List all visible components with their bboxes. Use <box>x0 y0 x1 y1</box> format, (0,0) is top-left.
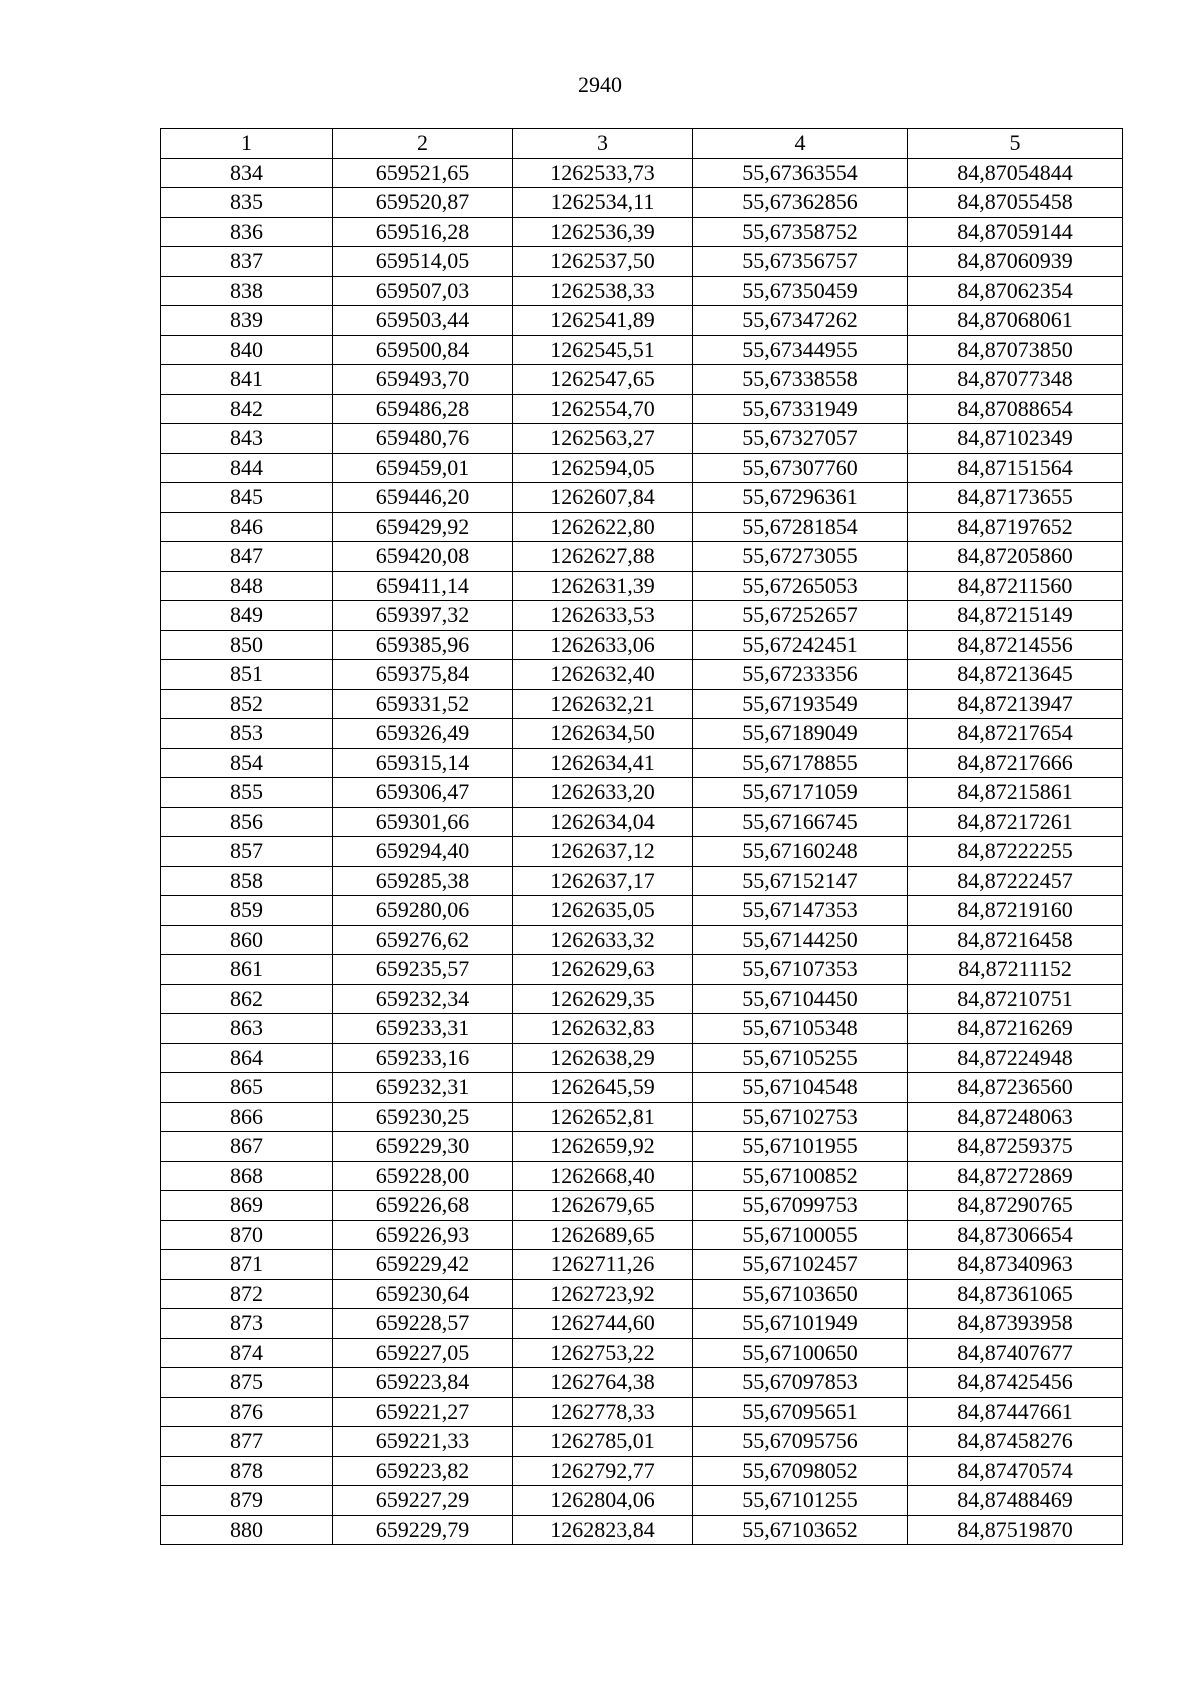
x-coordinate-cell: 659294,40 <box>333 837 513 867</box>
longitude-cell: 84,87217261 <box>908 807 1123 837</box>
longitude-cell: 84,87055458 <box>908 188 1123 218</box>
latitude-cell: 55,67098052 <box>693 1456 908 1486</box>
y-coordinate-cell: 1262823,84 <box>513 1515 693 1545</box>
latitude-cell: 55,67296361 <box>693 483 908 513</box>
longitude-cell: 84,87306654 <box>908 1220 1123 1250</box>
latitude-cell: 55,67242451 <box>693 630 908 660</box>
point-number-cell: 858 <box>161 866 333 896</box>
point-number-cell: 864 <box>161 1043 333 1073</box>
longitude-cell: 84,87222457 <box>908 866 1123 896</box>
y-coordinate-cell: 1262632,40 <box>513 660 693 690</box>
longitude-cell: 84,87393958 <box>908 1309 1123 1339</box>
longitude-cell: 84,87425456 <box>908 1368 1123 1398</box>
table-row <box>161 807 1123 837</box>
point-number-cell: 874 <box>161 1338 333 1368</box>
y-coordinate-cell: 1262633,20 <box>513 778 693 808</box>
x-coordinate-cell: 659228,57 <box>333 1309 513 1339</box>
column-header-4: 4 <box>693 129 908 159</box>
latitude-cell: 55,67107353 <box>693 955 908 985</box>
longitude-cell: 84,87173655 <box>908 483 1123 513</box>
column-header-1: 1 <box>161 129 333 159</box>
point-number-cell: 868 <box>161 1161 333 1191</box>
point-number-cell: 867 <box>161 1132 333 1162</box>
table-body <box>161 158 1123 1545</box>
table-row <box>161 217 1123 247</box>
table-row <box>161 247 1123 277</box>
x-coordinate-cell: 659500,84 <box>333 335 513 365</box>
point-number-cell: 857 <box>161 837 333 867</box>
latitude-cell: 55,67102457 <box>693 1250 908 1280</box>
latitude-cell: 55,67171059 <box>693 778 908 808</box>
x-coordinate-cell: 659229,42 <box>333 1250 513 1280</box>
point-number-cell: 850 <box>161 630 333 660</box>
table-row <box>161 571 1123 601</box>
x-coordinate-cell: 659223,82 <box>333 1456 513 1486</box>
latitude-cell: 55,67095756 <box>693 1427 908 1457</box>
x-coordinate-cell: 659229,30 <box>333 1132 513 1162</box>
longitude-cell: 84,87060939 <box>908 247 1123 277</box>
point-number-cell: 861 <box>161 955 333 985</box>
x-coordinate-cell: 659516,28 <box>333 217 513 247</box>
table-row <box>161 1191 1123 1221</box>
point-number-cell: 836 <box>161 217 333 247</box>
table-row <box>161 1014 1123 1044</box>
point-number-cell: 852 <box>161 689 333 719</box>
latitude-cell: 55,67100650 <box>693 1338 908 1368</box>
point-number-cell: 841 <box>161 365 333 395</box>
x-coordinate-cell: 659385,96 <box>333 630 513 660</box>
table-row <box>161 1250 1123 1280</box>
table-row <box>161 1132 1123 1162</box>
latitude-cell: 55,67105348 <box>693 1014 908 1044</box>
y-coordinate-cell: 1262668,40 <box>513 1161 693 1191</box>
table-row <box>161 1427 1123 1457</box>
y-coordinate-cell: 1262536,39 <box>513 217 693 247</box>
point-number-cell: 839 <box>161 306 333 336</box>
x-coordinate-cell: 659429,92 <box>333 512 513 542</box>
point-number-cell: 872 <box>161 1279 333 1309</box>
point-number-cell: 866 <box>161 1102 333 1132</box>
x-coordinate-cell: 659514,05 <box>333 247 513 277</box>
x-coordinate-cell: 659331,52 <box>333 689 513 719</box>
x-coordinate-cell: 659486,28 <box>333 394 513 424</box>
x-coordinate-cell: 659232,31 <box>333 1073 513 1103</box>
latitude-cell: 55,67252657 <box>693 601 908 631</box>
table-row <box>161 748 1123 778</box>
point-number-cell: 877 <box>161 1427 333 1457</box>
longitude-cell: 84,87259375 <box>908 1132 1123 1162</box>
latitude-cell: 55,67193549 <box>693 689 908 719</box>
longitude-cell: 84,87219160 <box>908 896 1123 926</box>
x-coordinate-cell: 659411,14 <box>333 571 513 601</box>
x-coordinate-cell: 659227,05 <box>333 1338 513 1368</box>
latitude-cell: 55,67105255 <box>693 1043 908 1073</box>
point-number-cell: 853 <box>161 719 333 749</box>
table-row <box>161 1161 1123 1191</box>
latitude-cell: 55,67100055 <box>693 1220 908 1250</box>
y-coordinate-cell: 1262632,21 <box>513 689 693 719</box>
x-coordinate-cell: 659397,32 <box>333 601 513 631</box>
table-row <box>161 689 1123 719</box>
table-row <box>161 335 1123 365</box>
latitude-cell: 55,67147353 <box>693 896 908 926</box>
point-number-cell: 856 <box>161 807 333 837</box>
table-row <box>161 1456 1123 1486</box>
x-coordinate-cell: 659280,06 <box>333 896 513 926</box>
table-row <box>161 512 1123 542</box>
y-coordinate-cell: 1262594,05 <box>513 453 693 483</box>
point-number-cell: 842 <box>161 394 333 424</box>
table-row <box>161 394 1123 424</box>
x-coordinate-cell: 659375,84 <box>333 660 513 690</box>
point-number-cell: 859 <box>161 896 333 926</box>
latitude-cell: 55,67189049 <box>693 719 908 749</box>
latitude-cell: 55,67347262 <box>693 306 908 336</box>
latitude-cell: 55,67103652 <box>693 1515 908 1545</box>
latitude-cell: 55,67273055 <box>693 542 908 572</box>
longitude-cell: 84,87151564 <box>908 453 1123 483</box>
longitude-cell: 84,87211152 <box>908 955 1123 985</box>
x-coordinate-cell: 659459,01 <box>333 453 513 483</box>
x-coordinate-cell: 659233,31 <box>333 1014 513 1044</box>
table-row <box>161 542 1123 572</box>
y-coordinate-cell: 1262804,06 <box>513 1486 693 1516</box>
table-row <box>161 1397 1123 1427</box>
table-row <box>161 719 1123 749</box>
point-number-cell: 844 <box>161 453 333 483</box>
x-coordinate-cell: 659228,00 <box>333 1161 513 1191</box>
x-coordinate-cell: 659521,65 <box>333 158 513 188</box>
point-number-cell: 848 <box>161 571 333 601</box>
longitude-cell: 84,87361065 <box>908 1279 1123 1309</box>
y-coordinate-cell: 1262711,26 <box>513 1250 693 1280</box>
table-row <box>161 955 1123 985</box>
point-number-cell: 862 <box>161 984 333 1014</box>
latitude-cell: 55,67344955 <box>693 335 908 365</box>
y-coordinate-cell: 1262627,88 <box>513 542 693 572</box>
latitude-cell: 55,67160248 <box>693 837 908 867</box>
y-coordinate-cell: 1262607,84 <box>513 483 693 513</box>
table-row <box>161 365 1123 395</box>
longitude-cell: 84,87290765 <box>908 1191 1123 1221</box>
point-number-cell: 840 <box>161 335 333 365</box>
longitude-cell: 84,87458276 <box>908 1427 1123 1457</box>
x-coordinate-cell: 659301,66 <box>333 807 513 837</box>
point-number-cell: 845 <box>161 483 333 513</box>
x-coordinate-cell: 659446,20 <box>333 483 513 513</box>
table-header-row <box>161 129 1123 159</box>
y-coordinate-cell: 1262533,73 <box>513 158 693 188</box>
point-number-cell: 860 <box>161 925 333 955</box>
longitude-cell: 84,87272869 <box>908 1161 1123 1191</box>
longitude-cell: 84,87215861 <box>908 778 1123 808</box>
longitude-cell: 84,87215149 <box>908 601 1123 631</box>
latitude-cell: 55,67097853 <box>693 1368 908 1398</box>
latitude-cell: 55,67265053 <box>693 571 908 601</box>
table-row <box>161 1073 1123 1103</box>
longitude-cell: 84,87217666 <box>908 748 1123 778</box>
point-number-cell: 837 <box>161 247 333 277</box>
longitude-cell: 84,87216458 <box>908 925 1123 955</box>
y-coordinate-cell: 1262634,04 <box>513 807 693 837</box>
table-row <box>161 483 1123 513</box>
point-number-cell: 863 <box>161 1014 333 1044</box>
y-coordinate-cell: 1262635,05 <box>513 896 693 926</box>
point-number-cell: 876 <box>161 1397 333 1427</box>
latitude-cell: 55,67363554 <box>693 158 908 188</box>
table-row <box>161 660 1123 690</box>
latitude-cell: 55,67101955 <box>693 1132 908 1162</box>
latitude-cell: 55,67281854 <box>693 512 908 542</box>
y-coordinate-cell: 1262634,50 <box>513 719 693 749</box>
y-coordinate-cell: 1262753,22 <box>513 1338 693 1368</box>
longitude-cell: 84,87062354 <box>908 276 1123 306</box>
table-row <box>161 306 1123 336</box>
point-number-cell: 875 <box>161 1368 333 1398</box>
y-coordinate-cell: 1262537,50 <box>513 247 693 277</box>
y-coordinate-cell: 1262634,41 <box>513 748 693 778</box>
point-number-cell: 838 <box>161 276 333 306</box>
y-coordinate-cell: 1262723,92 <box>513 1279 693 1309</box>
column-header-2: 2 <box>333 129 513 159</box>
table-row <box>161 1279 1123 1309</box>
column-header-3: 3 <box>513 129 693 159</box>
table-row <box>161 1102 1123 1132</box>
latitude-cell: 55,67103650 <box>693 1279 908 1309</box>
y-coordinate-cell: 1262631,39 <box>513 571 693 601</box>
y-coordinate-cell: 1262785,01 <box>513 1427 693 1457</box>
latitude-cell: 55,67338558 <box>693 365 908 395</box>
latitude-cell: 55,67331949 <box>693 394 908 424</box>
table-row <box>161 1220 1123 1250</box>
point-number-cell: 880 <box>161 1515 333 1545</box>
x-coordinate-cell: 659507,03 <box>333 276 513 306</box>
x-coordinate-cell: 659520,87 <box>333 188 513 218</box>
longitude-cell: 84,87213947 <box>908 689 1123 719</box>
latitude-cell: 55,67100852 <box>693 1161 908 1191</box>
longitude-cell: 84,87236560 <box>908 1073 1123 1103</box>
table-row <box>161 158 1123 188</box>
latitude-cell: 55,67307760 <box>693 453 908 483</box>
longitude-cell: 84,87197652 <box>908 512 1123 542</box>
longitude-cell: 84,87217654 <box>908 719 1123 749</box>
table-row <box>161 1338 1123 1368</box>
longitude-cell: 84,87068061 <box>908 306 1123 336</box>
point-number-cell: 851 <box>161 660 333 690</box>
y-coordinate-cell: 1262764,38 <box>513 1368 693 1398</box>
point-number-cell: 865 <box>161 1073 333 1103</box>
table-row <box>161 453 1123 483</box>
longitude-cell: 84,87222255 <box>908 837 1123 867</box>
y-coordinate-cell: 1262637,17 <box>513 866 693 896</box>
latitude-cell: 55,67358752 <box>693 217 908 247</box>
y-coordinate-cell: 1262792,77 <box>513 1456 693 1486</box>
x-coordinate-cell: 659285,38 <box>333 866 513 896</box>
x-coordinate-cell: 659326,49 <box>333 719 513 749</box>
y-coordinate-cell: 1262633,32 <box>513 925 693 955</box>
y-coordinate-cell: 1262622,80 <box>513 512 693 542</box>
latitude-cell: 55,67102753 <box>693 1102 908 1132</box>
point-number-cell: 834 <box>161 158 333 188</box>
table-row <box>161 1515 1123 1545</box>
longitude-cell: 84,87224948 <box>908 1043 1123 1073</box>
x-coordinate-cell: 659420,08 <box>333 542 513 572</box>
y-coordinate-cell: 1262645,59 <box>513 1073 693 1103</box>
longitude-cell: 84,87213645 <box>908 660 1123 690</box>
x-coordinate-cell: 659315,14 <box>333 748 513 778</box>
latitude-cell: 55,67152147 <box>693 866 908 896</box>
point-number-cell: 855 <box>161 778 333 808</box>
longitude-cell: 84,87470574 <box>908 1456 1123 1486</box>
y-coordinate-cell: 1262637,12 <box>513 837 693 867</box>
longitude-cell: 84,87059144 <box>908 217 1123 247</box>
x-coordinate-cell: 659221,33 <box>333 1427 513 1457</box>
longitude-cell: 84,87088654 <box>908 394 1123 424</box>
latitude-cell: 55,67166745 <box>693 807 908 837</box>
y-coordinate-cell: 1262652,81 <box>513 1102 693 1132</box>
x-coordinate-cell: 659229,79 <box>333 1515 513 1545</box>
coordinates-table <box>160 128 1123 1545</box>
longitude-cell: 84,87073850 <box>908 335 1123 365</box>
table-row <box>161 1486 1123 1516</box>
y-coordinate-cell: 1262689,65 <box>513 1220 693 1250</box>
x-coordinate-cell: 659233,16 <box>333 1043 513 1073</box>
point-number-cell: 869 <box>161 1191 333 1221</box>
x-coordinate-cell: 659232,34 <box>333 984 513 1014</box>
table-row <box>161 601 1123 631</box>
y-coordinate-cell: 1262629,63 <box>513 955 693 985</box>
latitude-cell: 55,67099753 <box>693 1191 908 1221</box>
y-coordinate-cell: 1262545,51 <box>513 335 693 365</box>
longitude-cell: 84,87216269 <box>908 1014 1123 1044</box>
point-number-cell: 847 <box>161 542 333 572</box>
x-coordinate-cell: 659226,68 <box>333 1191 513 1221</box>
x-coordinate-cell: 659223,84 <box>333 1368 513 1398</box>
latitude-cell: 55,67101255 <box>693 1486 908 1516</box>
point-number-cell: 835 <box>161 188 333 218</box>
latitude-cell: 55,67350459 <box>693 276 908 306</box>
longitude-cell: 84,87214556 <box>908 630 1123 660</box>
point-number-cell: 849 <box>161 601 333 631</box>
y-coordinate-cell: 1262638,29 <box>513 1043 693 1073</box>
table-row <box>161 1043 1123 1073</box>
longitude-cell: 84,87488469 <box>908 1486 1123 1516</box>
point-number-cell: 873 <box>161 1309 333 1339</box>
y-coordinate-cell: 1262633,53 <box>513 601 693 631</box>
latitude-cell: 55,67178855 <box>693 748 908 778</box>
column-header-5: 5 <box>908 129 1123 159</box>
page-number: 2940 <box>578 72 622 97</box>
longitude-cell: 84,87340963 <box>908 1250 1123 1280</box>
point-number-cell: 871 <box>161 1250 333 1280</box>
x-coordinate-cell: 659230,64 <box>333 1279 513 1309</box>
y-coordinate-cell: 1262554,70 <box>513 394 693 424</box>
latitude-cell: 55,67362856 <box>693 188 908 218</box>
latitude-cell: 55,67233356 <box>693 660 908 690</box>
table-row <box>161 630 1123 660</box>
y-coordinate-cell: 1262778,33 <box>513 1397 693 1427</box>
latitude-cell: 55,67104450 <box>693 984 908 1014</box>
table-row <box>161 984 1123 1014</box>
y-coordinate-cell: 1262744,60 <box>513 1309 693 1339</box>
longitude-cell: 84,87054844 <box>908 158 1123 188</box>
latitude-cell: 55,67327057 <box>693 424 908 454</box>
longitude-cell: 84,87077348 <box>908 365 1123 395</box>
y-coordinate-cell: 1262534,11 <box>513 188 693 218</box>
point-number-cell: 878 <box>161 1456 333 1486</box>
x-coordinate-cell: 659221,27 <box>333 1397 513 1427</box>
table-row <box>161 1309 1123 1339</box>
latitude-cell: 55,67095651 <box>693 1397 908 1427</box>
x-coordinate-cell: 659493,70 <box>333 365 513 395</box>
x-coordinate-cell: 659235,57 <box>333 955 513 985</box>
longitude-cell: 84,87205860 <box>908 542 1123 572</box>
longitude-cell: 84,87519870 <box>908 1515 1123 1545</box>
table-row <box>161 896 1123 926</box>
latitude-cell: 55,67104548 <box>693 1073 908 1103</box>
point-number-cell: 854 <box>161 748 333 778</box>
longitude-cell: 84,87102349 <box>908 424 1123 454</box>
latitude-cell: 55,67101949 <box>693 1309 908 1339</box>
y-coordinate-cell: 1262538,33 <box>513 276 693 306</box>
x-coordinate-cell: 659306,47 <box>333 778 513 808</box>
point-number-cell: 846 <box>161 512 333 542</box>
table-row <box>161 778 1123 808</box>
x-coordinate-cell: 659276,62 <box>333 925 513 955</box>
y-coordinate-cell: 1262629,35 <box>513 984 693 1014</box>
y-coordinate-cell: 1262541,89 <box>513 306 693 336</box>
table-row <box>161 837 1123 867</box>
latitude-cell: 55,67356757 <box>693 247 908 277</box>
latitude-cell: 55,67144250 <box>693 925 908 955</box>
y-coordinate-cell: 1262633,06 <box>513 630 693 660</box>
x-coordinate-cell: 659480,76 <box>333 424 513 454</box>
y-coordinate-cell: 1262632,83 <box>513 1014 693 1044</box>
longitude-cell: 84,87248063 <box>908 1102 1123 1132</box>
table-row <box>161 276 1123 306</box>
x-coordinate-cell: 659230,25 <box>333 1102 513 1132</box>
table-row <box>161 925 1123 955</box>
x-coordinate-cell: 659226,93 <box>333 1220 513 1250</box>
table-row <box>161 424 1123 454</box>
y-coordinate-cell: 1262563,27 <box>513 424 693 454</box>
x-coordinate-cell: 659503,44 <box>333 306 513 336</box>
y-coordinate-cell: 1262679,65 <box>513 1191 693 1221</box>
table-row <box>161 188 1123 218</box>
longitude-cell: 84,87407677 <box>908 1338 1123 1368</box>
longitude-cell: 84,87211560 <box>908 571 1123 601</box>
y-coordinate-cell: 1262547,65 <box>513 365 693 395</box>
table-row <box>161 866 1123 896</box>
point-number-cell: 870 <box>161 1220 333 1250</box>
point-number-cell: 843 <box>161 424 333 454</box>
x-coordinate-cell: 659227,29 <box>333 1486 513 1516</box>
y-coordinate-cell: 1262659,92 <box>513 1132 693 1162</box>
longitude-cell: 84,87210751 <box>908 984 1123 1014</box>
longitude-cell: 84,87447661 <box>908 1397 1123 1427</box>
table-row <box>161 1368 1123 1398</box>
point-number-cell: 879 <box>161 1486 333 1516</box>
